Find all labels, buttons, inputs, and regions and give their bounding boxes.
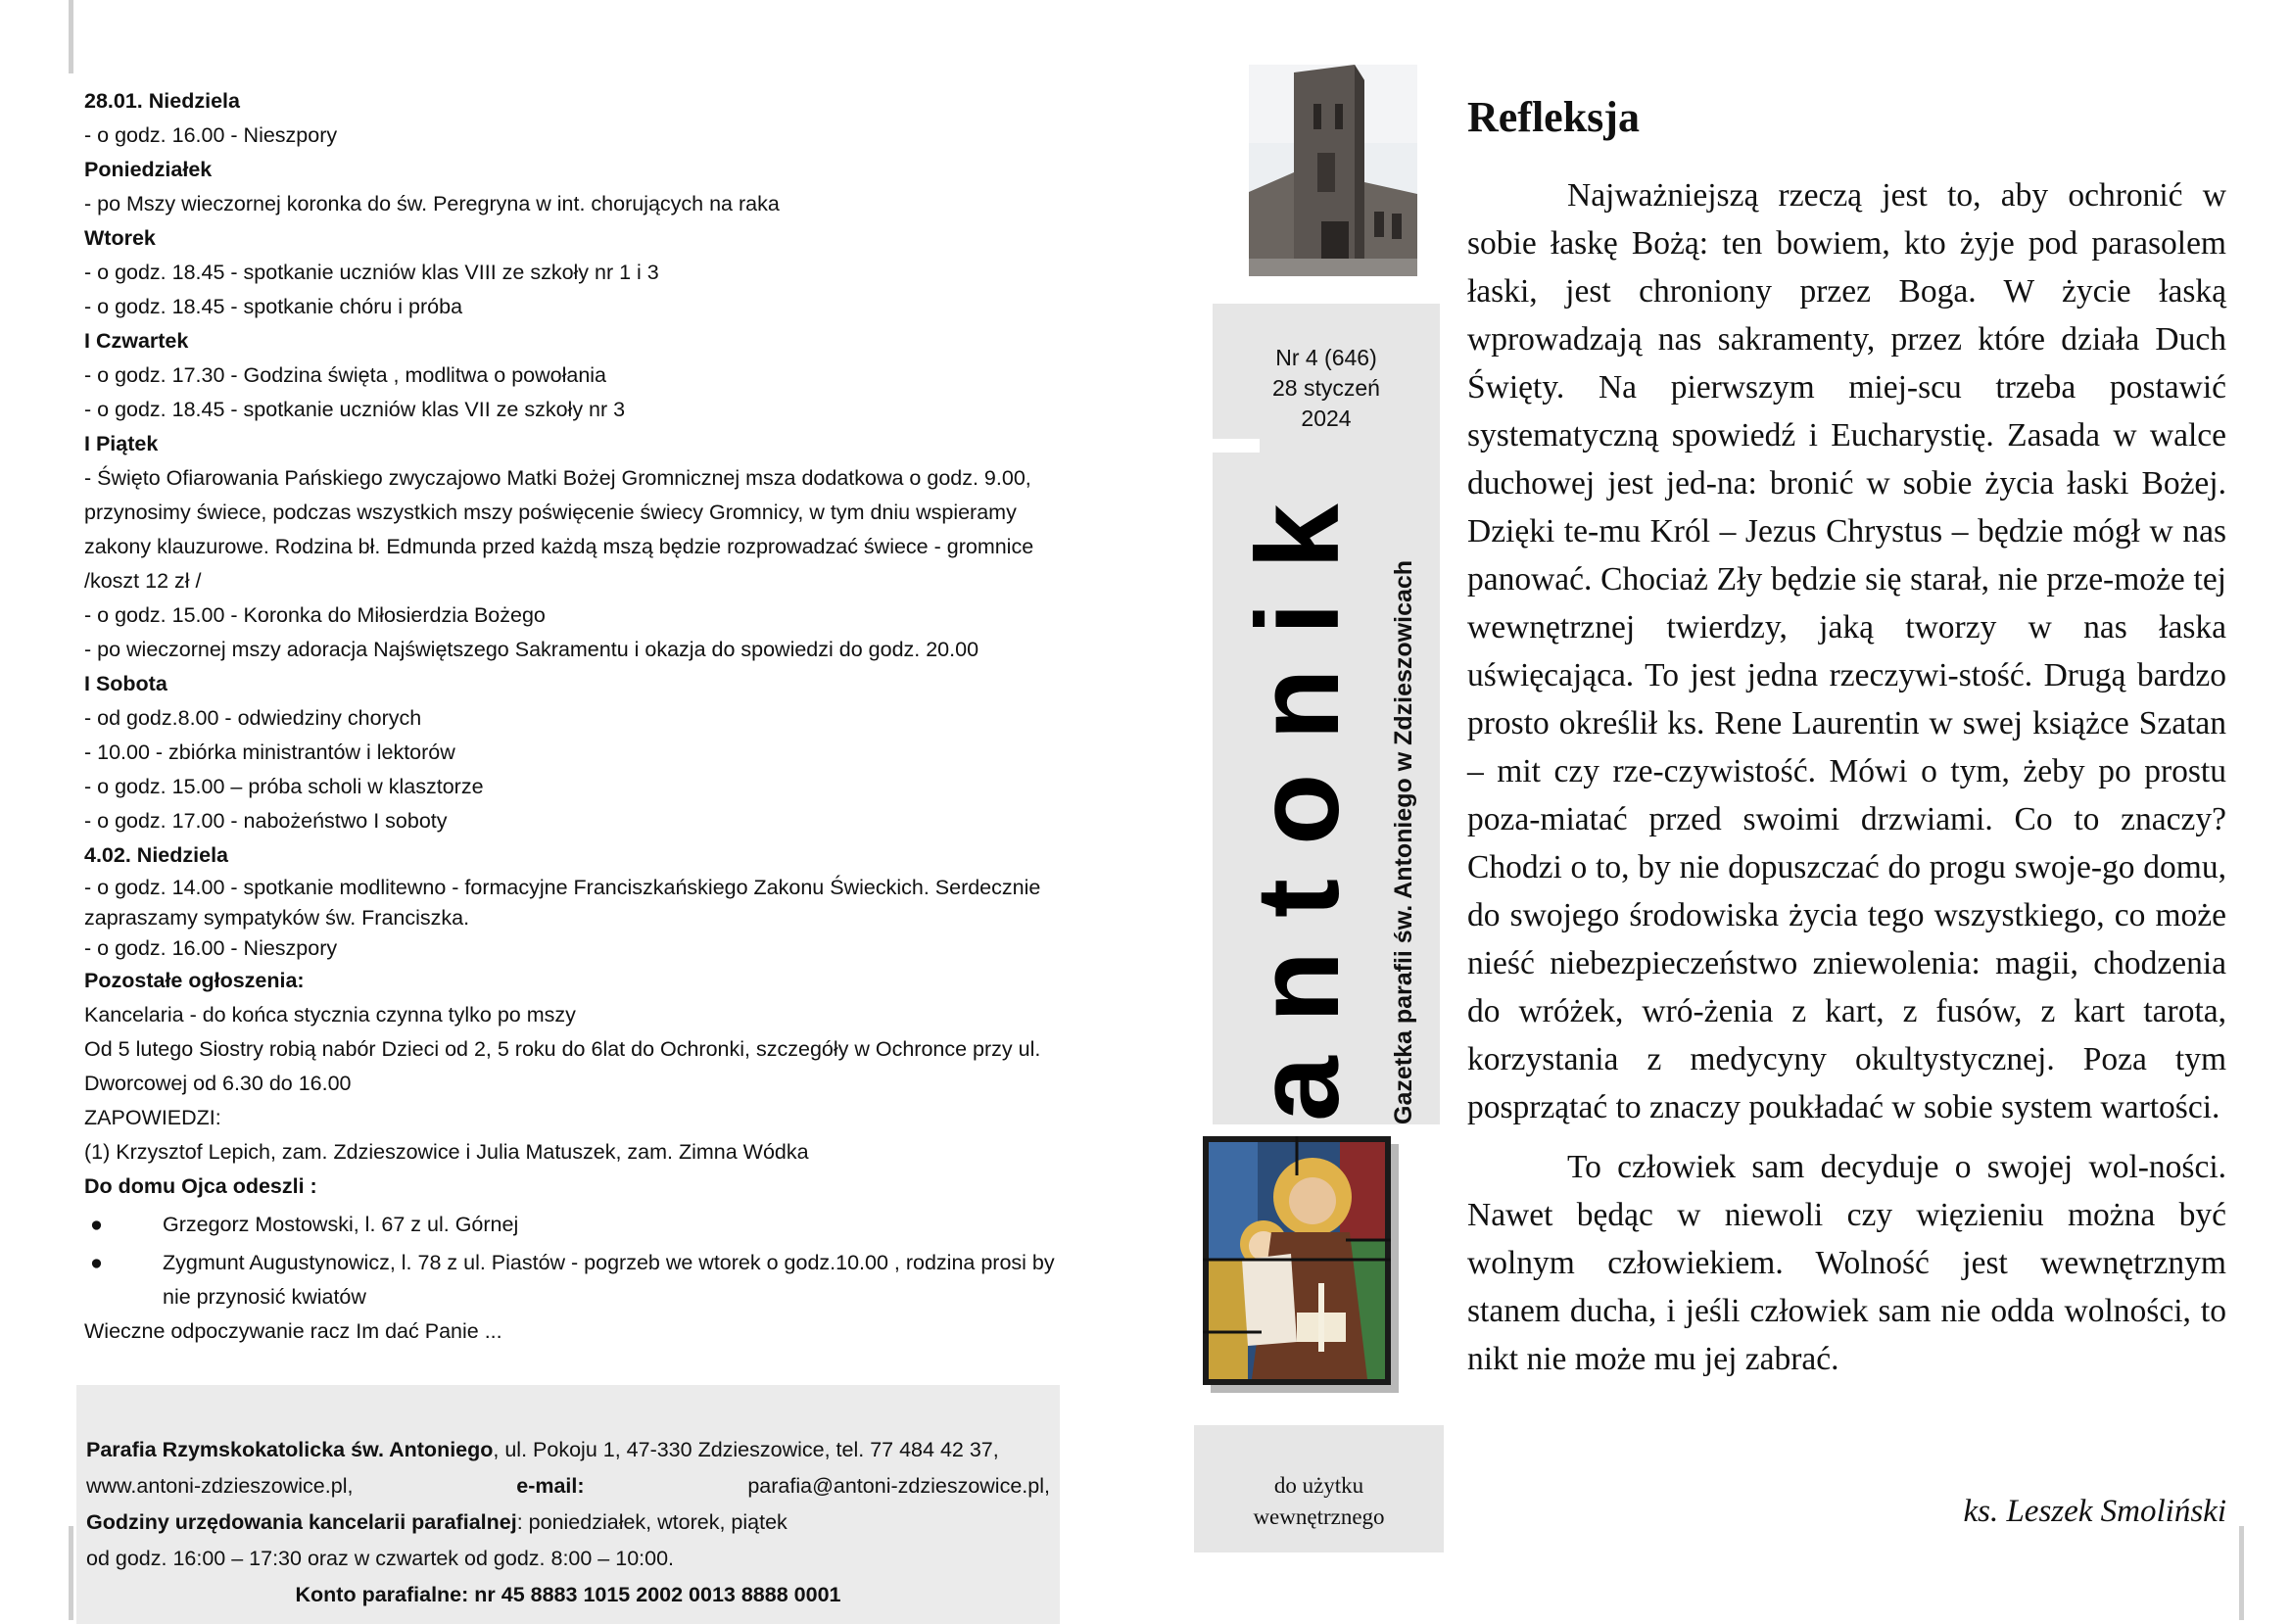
- saint-anthony-stained-glass-image: [1203, 1136, 1399, 1393]
- usage-line: wewnętrznego: [1253, 1505, 1385, 1529]
- parish-address: , ul. Pokoju 1, 47-330 Zdzieszowice, tel. 77 484 42 37,: [493, 1438, 999, 1461]
- section-first-friday: [84, 427, 1064, 667]
- parish-contact-text: [86, 1432, 1050, 1613]
- issue-number: Nr 4 (646): [1275, 345, 1377, 370]
- day-heading: Pozostałe ogłoszenia:: [84, 969, 305, 992]
- section-sunday-0402: [84, 838, 1064, 964]
- section-tuesday: [84, 221, 1064, 324]
- page-edge-line-bottom-left: [69, 1526, 73, 1620]
- issue-date: 28 styczeń: [1272, 375, 1380, 401]
- internal-use-text: [1194, 1470, 1444, 1533]
- section-first-saturday: [84, 667, 1064, 838]
- reflection-body: [1467, 171, 2226, 1383]
- email-link[interactable]: parafia@antoni-zdzieszowice.pl,: [747, 1474, 1050, 1498]
- event-item: - od godz.8.00 - odwiedziny chorych: [84, 706, 422, 730]
- announcements-column: [84, 84, 1064, 1349]
- website-link[interactable]: www.antoni-zdzieszowice.pl,: [86, 1474, 354, 1498]
- event-item: - o godz. 18.45 - spotkanie uczniów klas VII ze szkoły nr 3: [84, 398, 626, 421]
- section-deceased: [84, 1170, 1064, 1349]
- event-item: ZAPOWIEDZI:: [84, 1106, 221, 1129]
- reflection-title: Refleksja: [1467, 93, 1640, 141]
- email-label: e-mail:: [516, 1474, 585, 1498]
- issue-info-text: [1213, 343, 1440, 434]
- masthead-subtitle: Gazetka parafii św. Antoniego w Zdzieszowicach: [1390, 559, 1417, 1124]
- office-hours-times: od godz. 16:00 – 17:30 oraz w czwartek od godz. 8:00 – 10:00.: [86, 1547, 675, 1570]
- parish-name: Parafia Rzymskokatolicka św. Antoniego: [86, 1438, 494, 1461]
- event-item: - o godz. 16.00 - Nieszpory: [84, 123, 338, 147]
- bullet-icon: ●: [90, 1251, 103, 1274]
- day-heading: Wtorek: [84, 226, 156, 250]
- event-item: - 10.00 - zbiórka ministrantów i lektorów: [84, 740, 455, 764]
- masthead-notch: [1213, 439, 1260, 453]
- event-item: - o godz. 14.00 - spotkanie modlitewno - formacyjne Franciszkańskiego Zakonu Świeckich. Serdecznie zapraszamy sympatyków św. Franciszka.: [84, 876, 1041, 930]
- masthead-title: antonik: [1232, 470, 1363, 1122]
- address-line: [86, 1432, 1050, 1468]
- reflection-paragraph: To człowiek sam decyduje o swojej wol-ności. Nawet będąc w niewoli czy więzieniu można być wolnym człowiekiem. Wolność jest wewnętrznym stanem ducha, i jeśli człowiek sam nie odda wolności, to nikt nie może mu jej zabrać.: [1467, 1149, 2226, 1377]
- deceased-text: Grzegorz Mostowski, l. 67 z ul. Górnej: [163, 1213, 519, 1236]
- issue-info-box: [1213, 304, 1440, 449]
- office-hours-label: Godziny urzędowania kancelarii parafialnej: [86, 1510, 517, 1534]
- event-item: - o godz. 15.00 - Koronka do Miłosierdzia Bożego: [84, 603, 546, 627]
- event-item: - po Mszy wieczornej koronka do św. Peregryna w int. chorujących na raka: [84, 192, 780, 215]
- event-item: Kancelaria - do końca stycznia czynna tylko po mszy: [84, 1003, 576, 1027]
- issue-year: 2024: [1301, 406, 1352, 431]
- event-item: (1) Krzysztof Lepich, zam. Zdzieszowice i Julia Matuszek, zam. Zimna Wódka: [84, 1140, 809, 1164]
- section-monday: [84, 153, 1064, 221]
- day-heading: I Piątek: [84, 432, 159, 455]
- event-item: - o godz. 15.00 – próba scholi w klasztorze: [84, 775, 484, 798]
- day-heading: Do domu Ojca odeszli :: [84, 1174, 317, 1198]
- event-item: - o godz. 17.00 - nabożeństwo I soboty: [84, 809, 448, 833]
- section-sunday-2801: [84, 84, 1064, 153]
- section-first-thursday: [84, 324, 1064, 427]
- day-heading: Poniedziałek: [84, 158, 213, 181]
- event-item: - o godz. 16.00 - Nieszpory: [84, 936, 338, 960]
- day-heading: I Czwartek: [84, 329, 189, 353]
- web-email-line: [86, 1468, 1050, 1505]
- parish-contact-box: [76, 1385, 1060, 1624]
- deceased-item: [84, 1246, 1064, 1314]
- reflection-paragraph: Najważniejszą rzeczą jest to, aby ochronić w sobie łaskę Bożą: ten bowiem, kto żyje pod parasolem łaski, jest chroniony przez Boga. W życie łaską wprowadzają nas sakramenty, przez które działa Duch Święty. Na pierwszym miej-scu trzeba postawić systematyczną spowiedź i Eucharystię. Zasada w walce duchowej jest jed-na: bronić w sobie życia łaski Bożej. Dzięki te-mu Król – Jezus Chrystus – będzie mógł w nas panować. Chociaż Zły będzie się starał, nie prze-może tej wewnętrznej twierdzy, jaką tworzy w nas łaska uświęcająca. To jest jedna rzeczywi-stość. Drugą bardzo prosto określił ks. Rene Laurentin w swej książce Szatan – mit czy rze-czywistość. Mówi o tym, żeby po prostu poza-miatać przed swoimi drzwiami. Co to znaczy? Chodzi o to, by nie dopuszczać do progu swoje-go domu, do swojego środowiska życia tego wszystkiego, co może nieść niebezpieczeństwo zniewolenia: magii, chodzenia do wróżek, wró-żenia z kart, z fusów, z kart tarota, korzystania z medycyny okultystycznej. Poza tym posprzątać to znaczy poukładać w sobie system wartości.: [1467, 177, 2226, 1125]
- event-item: - o godz. 18.45 - spotkanie chóru i próba: [84, 295, 463, 318]
- deceased-text: Zygmunt Augustynowicz, l. 78 z ul. Piastów - pogrzeb we wtorek o godz.10.00 , rodzina prosi by nie przynosić kwiatów: [163, 1251, 1055, 1309]
- internal-use-box: [1194, 1425, 1444, 1552]
- church-photo: [1249, 65, 1417, 276]
- day-heading: I Sobota: [84, 672, 167, 695]
- event-item: - po wieczornej mszy adoracja Najświętszego Sakramentu i okazja do spowiedzi do godz. 20.00: [84, 638, 979, 661]
- bullet-icon: ●: [90, 1213, 103, 1236]
- bank-account: Konto parafialne: nr 45 8883 1015 2002 0013 8888 0001: [295, 1583, 841, 1606]
- day-heading: 28.01. Niedziela: [84, 89, 240, 113]
- reflection-author: ks. Leszek Smoliński: [1963, 1494, 2226, 1529]
- office-hours-days: [86, 1505, 1050, 1541]
- section-other-announcements: [84, 964, 1064, 1170]
- page-edge-line-bottom-right: [2239, 1526, 2244, 1620]
- closing-prayer: Wieczne odpoczywanie racz Im dać Panie ...: [84, 1319, 502, 1343]
- day-heading: 4.02. Niedziela: [84, 843, 228, 867]
- office-hours-days-text: : poniedziałek, wtorek, piątek: [516, 1510, 788, 1534]
- event-item: Od 5 lutego Siostry robią nabór Dzieci od 2, 5 roku do 6lat do Ochronki, szczegóły w Ochronce przy ul. Dworcowej od 6.30 do 16.00: [84, 1037, 1041, 1095]
- event-item: - o godz. 18.45 - spotkanie uczniów klas VIII ze szkoły nr 1 i 3: [84, 261, 659, 284]
- usage-line: do użytku: [1273, 1473, 1364, 1498]
- deceased-item: [84, 1208, 1064, 1242]
- event-item: - Święto Ofiarowania Pańskiego zwyczajowo Matki Bożej Gromnicznej msza dodatkowa o godz. 9.00, przynosimy świece, podczas wszystkich mszy poświęcenie świecy Gromnicy, w tym dniu wspieramy zakony klauzurowe. Rodzina bł. Edmunda przed każdą mszą będzie rozprowadzać świece - gromnice /koszt 12 zł /: [84, 466, 1034, 593]
- page-edge-line-top-left: [69, 0, 73, 73]
- event-item: - o godz. 17.30 - Godzina święta , modlitwa o powołania: [84, 363, 607, 387]
